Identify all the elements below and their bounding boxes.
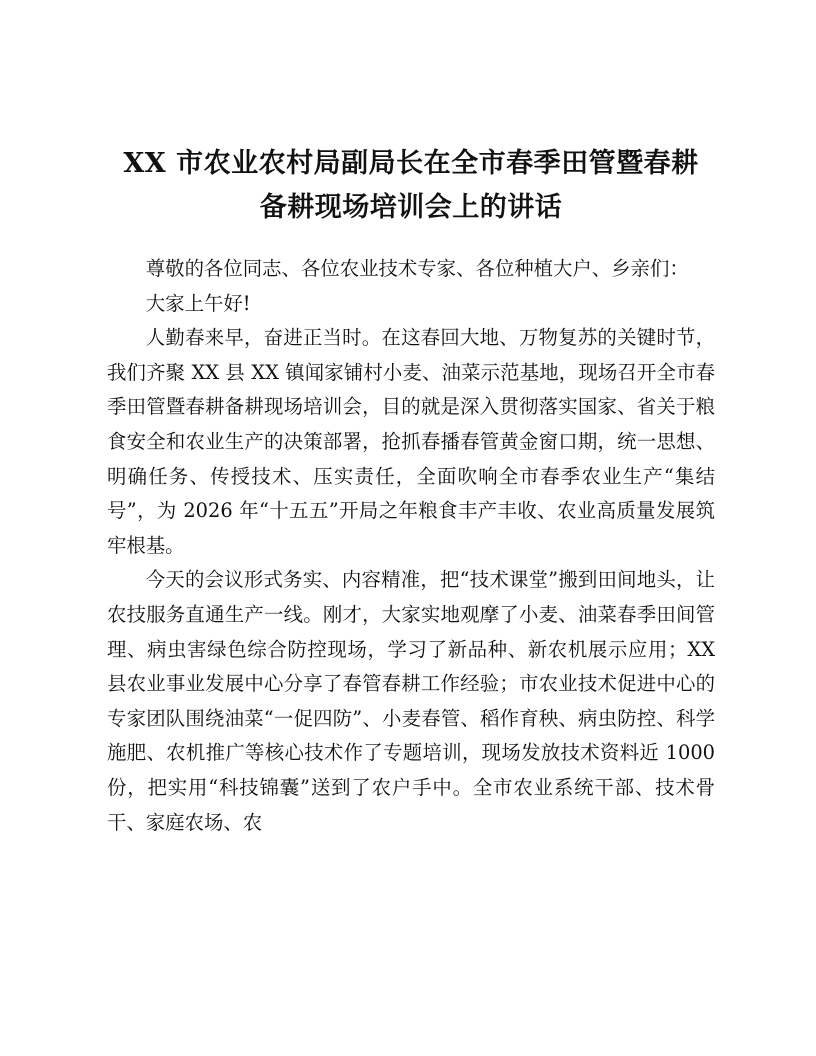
- body-paragraph: 今天的会议形式务实、内容精准，把“技术课堂”搬到田间地头，让农技服务直通生产一线。刚才，大家实地观摩了小麦、油菜春季田间管理、病虫害绿色综合防控现场，学习了新品种、新农机展示应用；XX 县农业事业发展中心分享了春管春耕工作经验；市农业技术促进中心的专家团队围绕油菜“一促四防”、小麦春管、稻作育秧、病虫防控、科学施肥、农机推广等核心技术作了专题培训，现场发放技术资料近 1000 份，把实用“科技锦囊”送到了农户手中。全市农业系统干部、技术骨干、家庭农场、农: [107, 568, 715, 834]
- document-title: [107, 142, 715, 230]
- document-body: [107, 252, 715, 840]
- document-page: [107, 142, 715, 840]
- title-line-2: 备耕现场培训会上的讲话: [259, 192, 563, 223]
- salutation-paragraph: 尊敬的各位同志、各位农业技术专家、各位种植大户、乡亲们：: [145, 257, 689, 280]
- body-paragraph: 人勤春来早，奋进正当时。在这春回大地、万物复苏的关键时节，我们齐聚 XX 县 XX 镇闻家铺村小麦、油菜示范基地，现场召开全市春季田管暨春耕备耕现场培训会，目的就是深入贯彻落实国家、省关于粮食安全和农业生产的决策部署，抢抓春播春管黄金窗口期，统一思想、明确任务、传授技术、压实责任，全面吹响全市春季农业生产“集结号”，为 2026 年“十五五”开局之年粮食丰产丰收、农业高质量发展筑牢根基。: [107, 326, 715, 557]
- title-line-1: XX 市农业农村局副局长在全市春季田管暨春耕: [123, 148, 699, 179]
- greeting-paragraph: 大家上午好!: [145, 291, 251, 315]
